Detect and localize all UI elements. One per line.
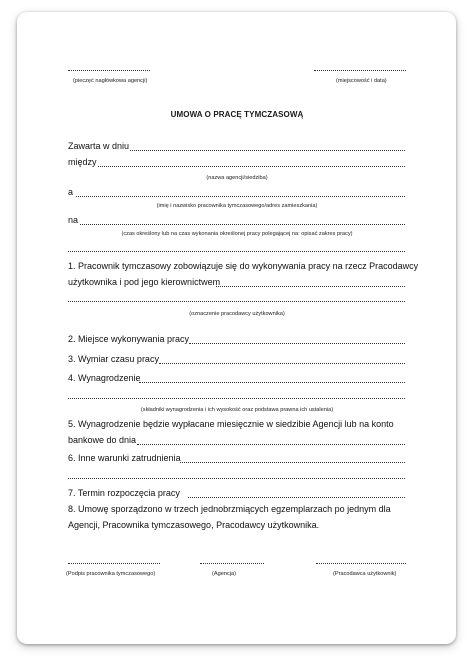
clause-1-line-2: użytkownika i pod jego kierownictwem [68,277,221,287]
salary-line-1 [139,382,405,383]
conditions-line-1 [180,462,405,463]
clause-7: 7. Termin rozpoczęcia pracy [68,488,180,498]
clause-8-line-2: Agencji, Pracownika tymczasowego, Pracodawcy użytkownika. [68,520,320,530]
scope-line [68,251,405,252]
agency-line [98,166,405,167]
worker-signature-line [68,563,160,564]
stamp-line [68,70,150,71]
clause-1-line-1: 1. Pracownik tymczasowy zobowiązuje się do wykonywania pracy na rzecz Pracodawcy [68,261,419,271]
workplace-line [189,343,405,344]
salary-line-2 [68,398,405,399]
employer-line-2 [68,301,405,302]
working-time-line [159,363,405,364]
document-page [17,12,456,644]
period-line [80,224,405,225]
agency-signature-caption: (Agencja) [212,571,236,577]
agency-signature-line [200,563,264,564]
clause-3: 3. Wymiar czasu pracy [68,354,159,364]
worker-caption: (imię i nazwisko pracownika tymczasowego/adres zamieszkania) [156,203,318,209]
clause-5-line-1: 5. Wynagrodzenie będzie wypłacane miesięcznie w siedzibie Agencji lub na konto [68,419,394,429]
place-date-caption: (miejscowość i data) [336,78,387,84]
document-title: UMOWA O PRACĘ TYMCZASOWĄ [170,110,304,119]
concluded-on-label: Zawarta w dniu [68,141,130,151]
date-line [130,150,405,151]
clause-8-line-1: 8. Umowę sporządzono w trzech jednobrzmiących egzemplarzach po jednym dla [68,504,391,514]
clause-2: 2. Miejsce wykonywania pracy [68,334,190,344]
employer-caption: (oznaczenie pracodawcy użytkownika) [189,311,285,317]
for-label: na [68,215,79,225]
place-date-line [314,70,406,71]
clause-4: 4. Wynagrodzenie [68,373,141,383]
payday-line [137,444,405,445]
worker-signature-caption: (Podpis pracownika tymczasowego) [66,571,156,577]
clause-6: 6. Inne warunki zatrudnienia [68,453,181,463]
employer-signature-line [316,563,406,564]
salary-caption: (składniki wynagrodzenia i ich wysokość oraz podstawa prawna ich ustalenia) [140,407,334,413]
clause-5-line-2: bankowe do dnia [68,435,137,445]
employer-line-1 [216,286,405,287]
between-label: między [68,157,97,167]
start-date-line [188,497,405,498]
period-caption: (czas określony lub na czas wykonania określonej pracy polegającej na: opisać zakres pracy) [121,231,353,237]
and-label: a [68,187,74,197]
stamp-caption: (pieczęć nagłówkowa agencji) [73,78,148,84]
agency-caption: (nazwa agencji/siedziba) [206,175,268,181]
worker-line [76,196,405,197]
employer-signature-caption: (Pracodawca użytkownik) [333,571,397,577]
conditions-line-2 [68,478,405,479]
